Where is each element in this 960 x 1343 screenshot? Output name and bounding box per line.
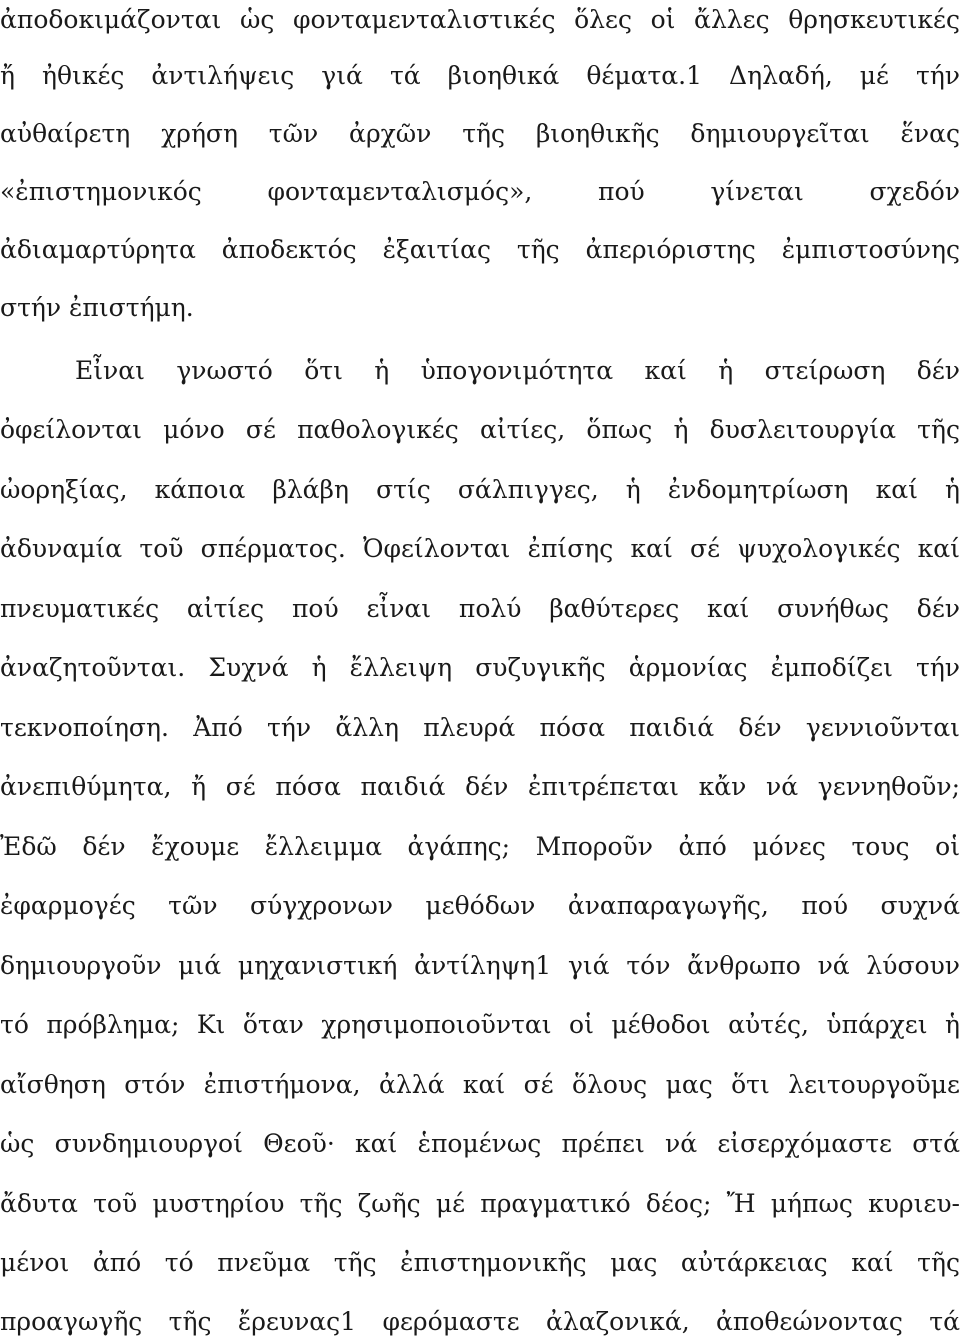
text-line: τό πρόβλημα; Κι ὅταν χρησιμοποιοῦνται οἱ μέθοδοι αὐτές, ὑπάρχει ἡ (0, 1010, 960, 1039)
text-line: ἀδιαμαρτύρητα ἀποδεκτός ἐξαιτίας τῆς ἀπεριόριστης ἐμπιστοσύνης (0, 235, 960, 264)
text-line: στήν ἐπιστήμη. (0, 293, 194, 322)
text-line: ἀδυναμία τοῦ σπέρματος. Ὀφείλονται ἐπίσης καί σέ ψυχολογικές καί (0, 534, 960, 563)
text-line: αὐθαίρετη χρήση τῶν ἀρχῶν τῆς βιοηθικῆς δημιουργεῖται ἕνας (0, 119, 960, 148)
text-line: ἤ ἠθικές ἀντιλήψεις γιά τά βιοηθικά θέματα.1 Δηλαδή, μέ τήν (0, 61, 960, 90)
text-line: αἴσθηση στόν ἐπιστήμονα, ἀλλά καί σέ ὅλους μας ὅτι λειτουργοῦμε (0, 1070, 960, 1099)
text-line: ἀποδοκιμάζονται ὡς φονταμενταλιστικές ὅλες οἱ ἄλλες θρησκευτικές (0, 5, 960, 34)
text-line: ἄδυτα τοῦ μυστηρίου τῆς ζωῆς μέ πραγματικό δέος; Ἤ μήπως κυριευ- (0, 1189, 960, 1218)
text-line: τεκνοποίηση. Ἀπό τήν ἄλλη πλευρά πόσα παιδιά δέν γεννιοῦνται (0, 713, 960, 742)
text-line: πνευματικές αἰτίες πού εἶναι πολύ βαθύτερες καί συνήθως δέν (0, 594, 960, 623)
text-line: μένοι ἀπό τό πνεῦμα τῆς ἐπιστημονικῆς μας αὐτάρκειας καί τῆς (0, 1248, 960, 1277)
text-line: Ἐδῶ δέν ἔχουμε ἔλλειμμα ἀγάπης; Μποροῦν ἀπό μόνες τους οἱ (0, 832, 960, 861)
text-line: Εἶναι γνωστό ὅτι ἡ ὑπογονιμότητα καί ἡ στείρωση δέν (75, 356, 960, 385)
text-line: ὡς συνδημιουργοί Θεοῦ· καί ἑπομένως πρέπει νά εἰσερχόμαστε στά (0, 1129, 960, 1158)
text-line: προαγωγῆς τῆς ἔρευνας1 φερόμαστε ἀλαζονικά, ἀποθεώνοντας τά (0, 1307, 960, 1336)
text-line: ἀνεπιθύμητα, ἤ σέ πόσα παιδιά δέν ἐπιτρέπεται κἄν νά γεννηθοῦν; (0, 772, 960, 801)
text-line: ὠορηξίας, κάποια βλάβη στίς σάλπιγγες, ἡ ἐνδομητρίωση καί ἡ (0, 475, 960, 504)
text-line: ἀναζητοῦνται. Συχνά ἡ ἔλλειψη συζυγικῆς ἁρμονίας ἐμποδίζει τήν (0, 653, 960, 682)
text-line: δημιουργοῦν μιά μηχανιστική ἀντίληψη1 γιά τόν ἄνθρωπο νά λύσουν (0, 951, 960, 980)
text-line: «ἐπιστημονικός φονταμενταλισμός», πού γίνεται σχεδόν (0, 177, 960, 206)
text-line: ὀφείλονται μόνο σέ παθολογικές αἰτίες, ὅπως ἡ δυσλειτουργία τῆς (0, 415, 960, 444)
text-line: ἐφαρμογές τῶν σύγχρονων μεθόδων ἀναπαραγωγῆς, πού συχνά (0, 891, 960, 920)
